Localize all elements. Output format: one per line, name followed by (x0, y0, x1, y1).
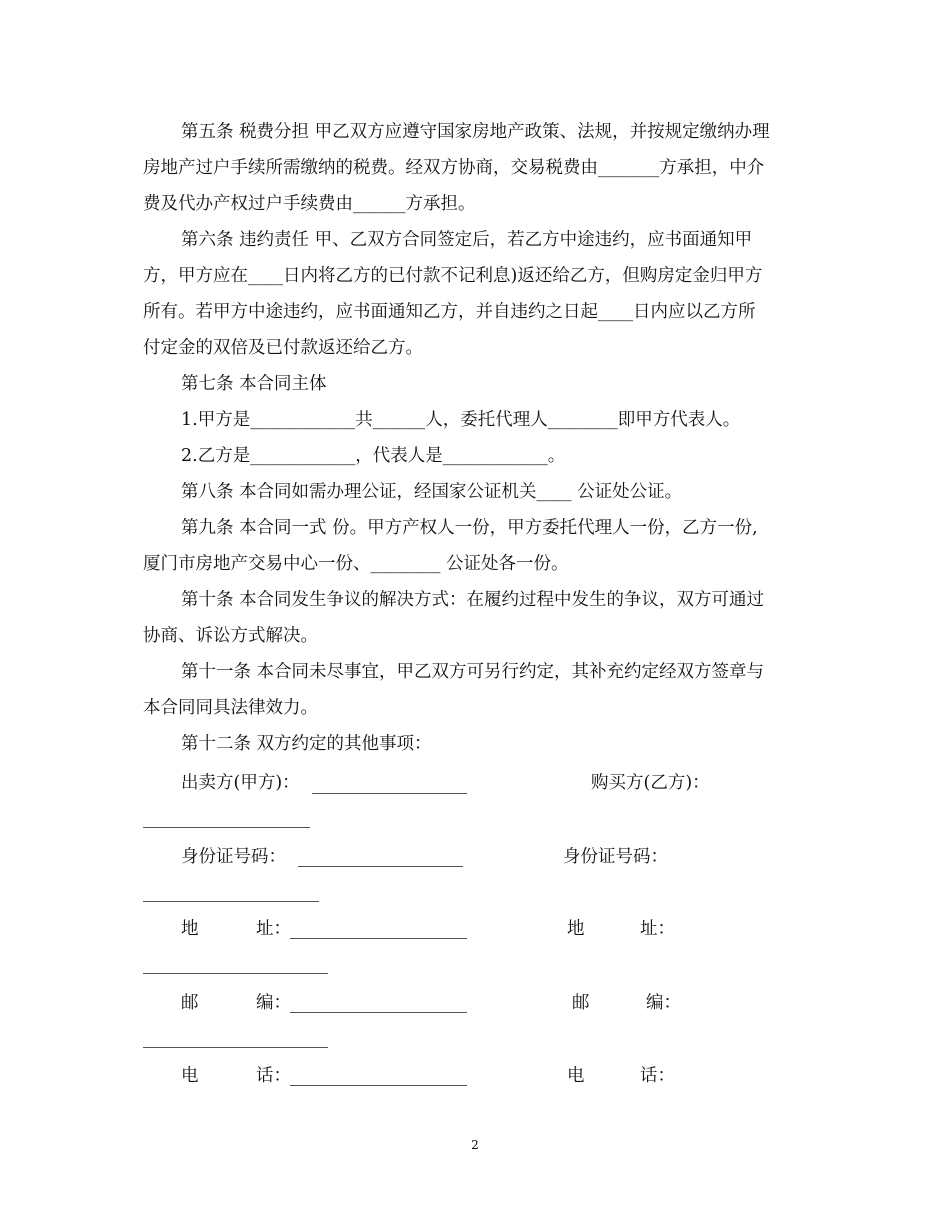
article6-line4: 付定金的双倍及已付款返还给乙方。 (143, 338, 423, 358)
article5-line1: 第五条 税费分担 甲乙双方应遵守国家房地产政策、法规，并按规定缴纳办理 (181, 122, 770, 142)
phone-label-left-char1: 电 (181, 1066, 199, 1086)
buyer-blank[interactable] (143, 827, 310, 828)
article7-item2: 2.乙方是____________，代表人是____________。 (181, 446, 566, 466)
seller-blank[interactable] (312, 793, 467, 794)
id-label-right: 身份证号码： (563, 847, 668, 867)
zip-blank-right[interactable] (143, 1047, 328, 1048)
article8-line1: 第八条 本合同如需办理公证，经国家公证机关____ 公证处公证。 (181, 482, 683, 502)
address-label-left-char1: 地 (181, 919, 199, 939)
article12-title: 第十二条 双方约定的其他事项： (181, 734, 432, 754)
phone-label-left-char2: 话： (256, 1066, 291, 1086)
phone-label-right-char2: 话： (640, 1066, 675, 1086)
zip-label-right-char1: 邮 (572, 993, 590, 1013)
article6-line2: 方，甲方应在____日内将乙方的已付款不记利息)返还给乙方，但购房定金归甲方 (143, 266, 763, 286)
address-blank-left[interactable] (290, 938, 467, 939)
address-label-right-char2: 址： (640, 919, 675, 939)
zip-label-right-char2: 编： (646, 993, 681, 1013)
article5-line2: 房地产过户手续所需缴纳的税费。经双方协商，交易税费由_______方承担，中介 (143, 158, 765, 178)
buyer-label: 购买方(乙方)： (591, 773, 710, 793)
article10-line1: 第十条 本合同发生争议的解决方式：在履约过程中发生的争议，双方可通过 (181, 590, 765, 610)
article6-line1: 第六条 违约责任 甲、乙双方合同签定后，若乙方中途违约，应书面通知甲 (181, 230, 753, 250)
article6-line3: 所有。若甲方中途违约，应书面通知乙方，并自违约之日起____日内应以乙方所 (143, 302, 756, 322)
article11-line1: 第十一条 本合同未尽事宜，甲乙双方可另行约定，其补充约定经双方签章与 (181, 662, 765, 682)
id-label-left: 身份证号码： (181, 847, 286, 867)
address-blank-right[interactable] (143, 973, 328, 974)
article7-item1: 1.甲方是____________共______人，委托代理人________即甲方代表人。 (181, 410, 741, 430)
article11-line2: 本合同同具法律效力。 (143, 698, 318, 718)
zip-label-left-char1: 邮 (181, 993, 199, 1013)
id-blank-right[interactable] (143, 901, 319, 902)
page-number: 2 (471, 1138, 479, 1152)
address-label-left-char2: 址： (256, 919, 291, 939)
article10-line2: 协商、诉讼方式解决。 (143, 626, 318, 646)
phone-blank-left[interactable] (290, 1085, 467, 1086)
article9-line1: 第九条 本合同一式 份。甲方产权人一份，甲方委托代理人一份，乙方一份, (181, 518, 758, 538)
article5-line3: 费及代办产权过户手续费由______方承担。 (143, 194, 476, 214)
zip-blank-left[interactable] (290, 1012, 467, 1013)
article7-title: 第七条 本合同主体 (181, 374, 327, 394)
zip-label-left-char2: 编： (256, 993, 291, 1013)
address-label-right-char1: 地 (567, 919, 585, 939)
article9-line2: 厦门市房地产交易中心一份、________ 公证处各一份。 (143, 554, 569, 574)
seller-label: 出卖方(甲方)： (181, 773, 300, 793)
phone-label-right-char1: 电 (567, 1066, 585, 1086)
id-blank-left[interactable] (298, 866, 463, 867)
